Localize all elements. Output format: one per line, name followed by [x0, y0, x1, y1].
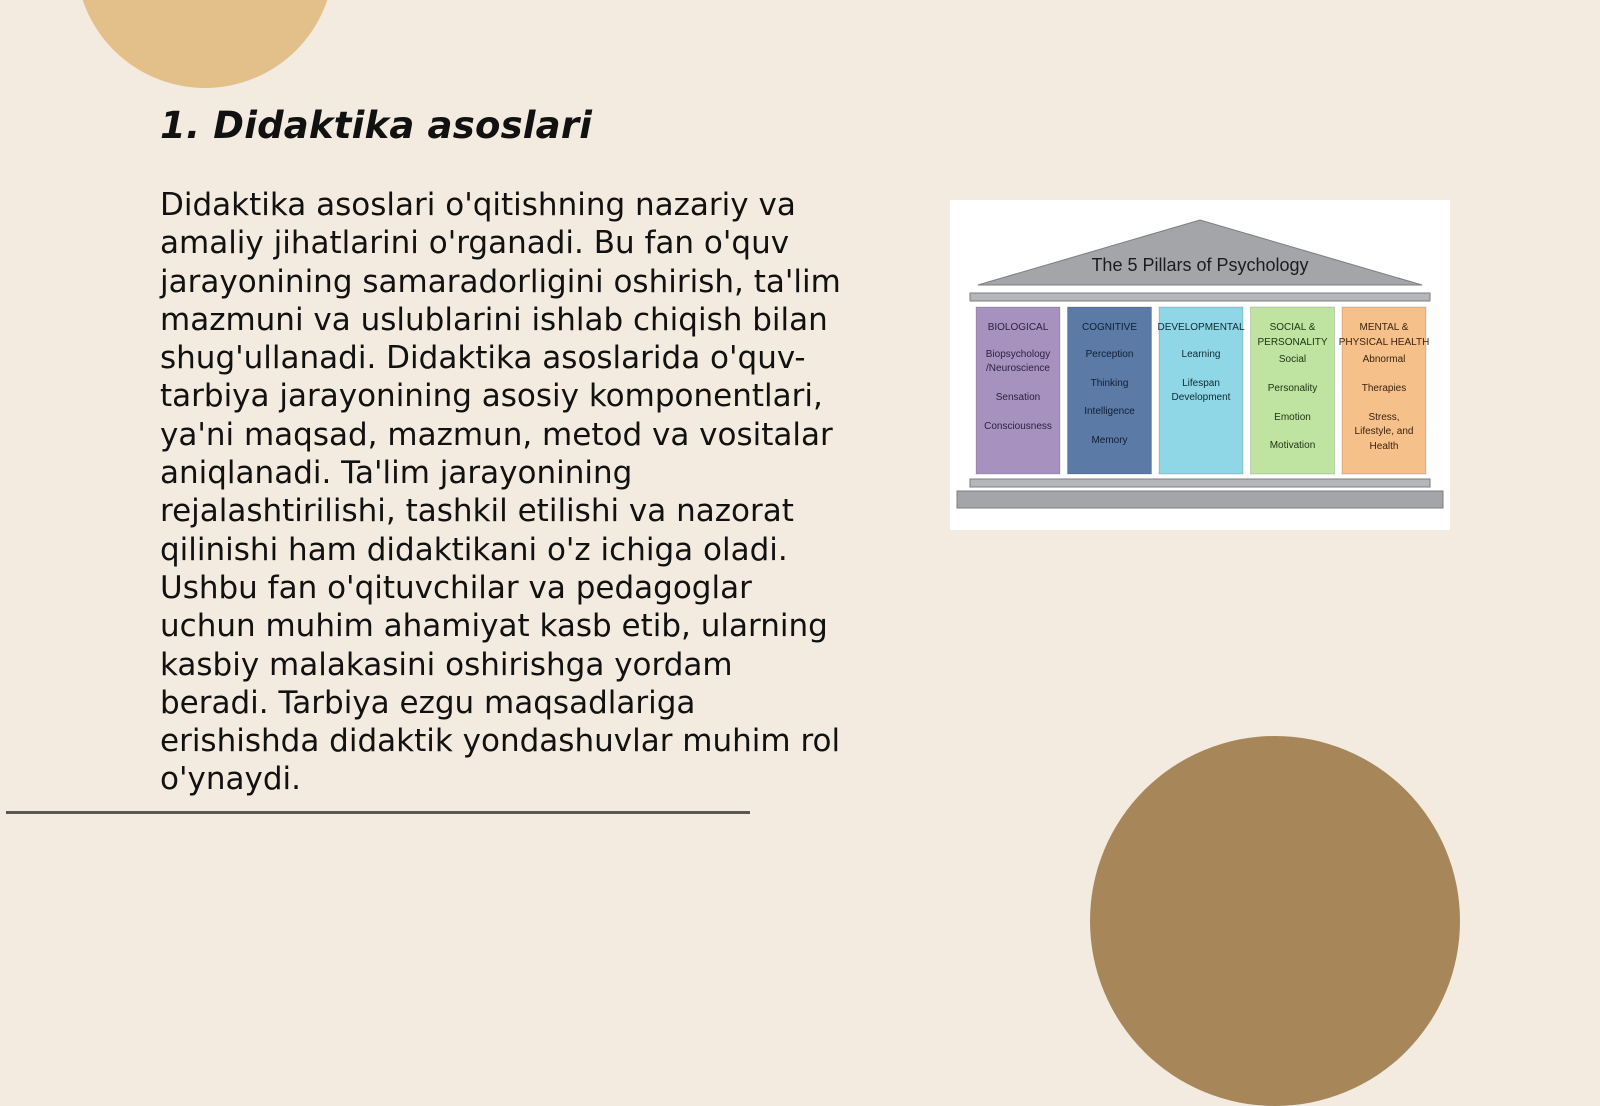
pillar-heading: MENTAL &: [1359, 322, 1409, 333]
pillar-item: Perception: [1085, 349, 1134, 360]
pillar-item: /Neuroscience: [986, 363, 1050, 374]
pillar-item: Emotion: [1274, 412, 1311, 423]
pillar-item: Motivation: [1269, 440, 1316, 451]
pillars: [976, 307, 1429, 474]
pillar-5: [1339, 307, 1430, 474]
pillar-4: [1251, 307, 1335, 474]
decorative-circle-top: [76, 0, 334, 88]
pillars-diagram: [950, 200, 1450, 530]
pillar-heading: SOCIAL &: [1269, 322, 1316, 333]
pillar-2: [1068, 307, 1152, 474]
pillar-3: [1157, 307, 1244, 474]
pillar-item: Personality: [1267, 383, 1318, 394]
pillar-item: Memory: [1091, 435, 1128, 446]
pillar-item: Stress,: [1368, 412, 1400, 423]
pillar-item: Lifespan: [1182, 378, 1220, 389]
pillar-heading: PHYSICAL HEALTH: [1338, 337, 1430, 348]
roof: [978, 220, 1422, 285]
pillar-item: Development: [1171, 392, 1231, 403]
pillar-item: Intelligence: [1084, 406, 1135, 417]
pillar-heading: PERSONALITY: [1257, 337, 1328, 348]
stylobate: [970, 479, 1430, 487]
slide-title: 1. Didaktika asoslari: [160, 104, 593, 147]
pillar-heading: COGNITIVE: [1081, 322, 1138, 333]
pillar-item: Lifestyle, and: [1354, 426, 1414, 437]
pillar-item: Health: [1369, 441, 1399, 452]
pillar-heading: BIOLOGICAL: [987, 322, 1049, 333]
decorative-circle-bottom: [1090, 736, 1460, 1106]
base: [957, 491, 1443, 508]
pillar-item: Learning: [1181, 349, 1221, 360]
figure-title: The 5 Pillars of Psychology: [1091, 255, 1309, 275]
pillar-item: Sensation: [995, 392, 1041, 403]
architrave: [970, 293, 1430, 301]
pillar-heading: DEVELOPMENTAL: [1157, 322, 1245, 333]
pillars-figure: [950, 200, 1450, 530]
pillar-item: Abnormal: [1362, 354, 1406, 365]
pillar-item: Social: [1278, 354, 1307, 365]
pillar-1: [976, 307, 1060, 474]
divider-line: [6, 811, 750, 814]
pillar-item: Consciousness: [984, 421, 1052, 432]
pillar-item: Biopsychology: [985, 349, 1051, 360]
pillar-item: Therapies: [1361, 383, 1407, 394]
slide-body-text: Didaktika asoslari o'qitishning nazariy va amaliy jihatlarini o'rganadi. Bu fan o'quv jarayonining samaradorligini oshirish, ta'lim mazmuni va uslublarini ishlab chiqish bilan shug'ullanadi. Didaktika asoslarida o'quv-tarbiya jarayonining asosiy komponentlari, ya'ni maqsad, mazmun, metod va vositalar aniqlanadi. Ta'lim jarayonining rejalashtirilishi, tashkil etilishi va nazorat qilinishi ham didaktikani o'z ichiga oladi. Ushbu fan o'qituvchilar va pedagoglar uchun muhim ahamiyat kasb etib, ularning kasbiy malakasini oshirishga yordam beradi. Tarbiya ezgu maqsadlariga erishishda didaktik yondashuvlar muhim rol o'ynaydi.: [160, 187, 841, 798]
pillar-item: Thinking: [1090, 378, 1129, 389]
